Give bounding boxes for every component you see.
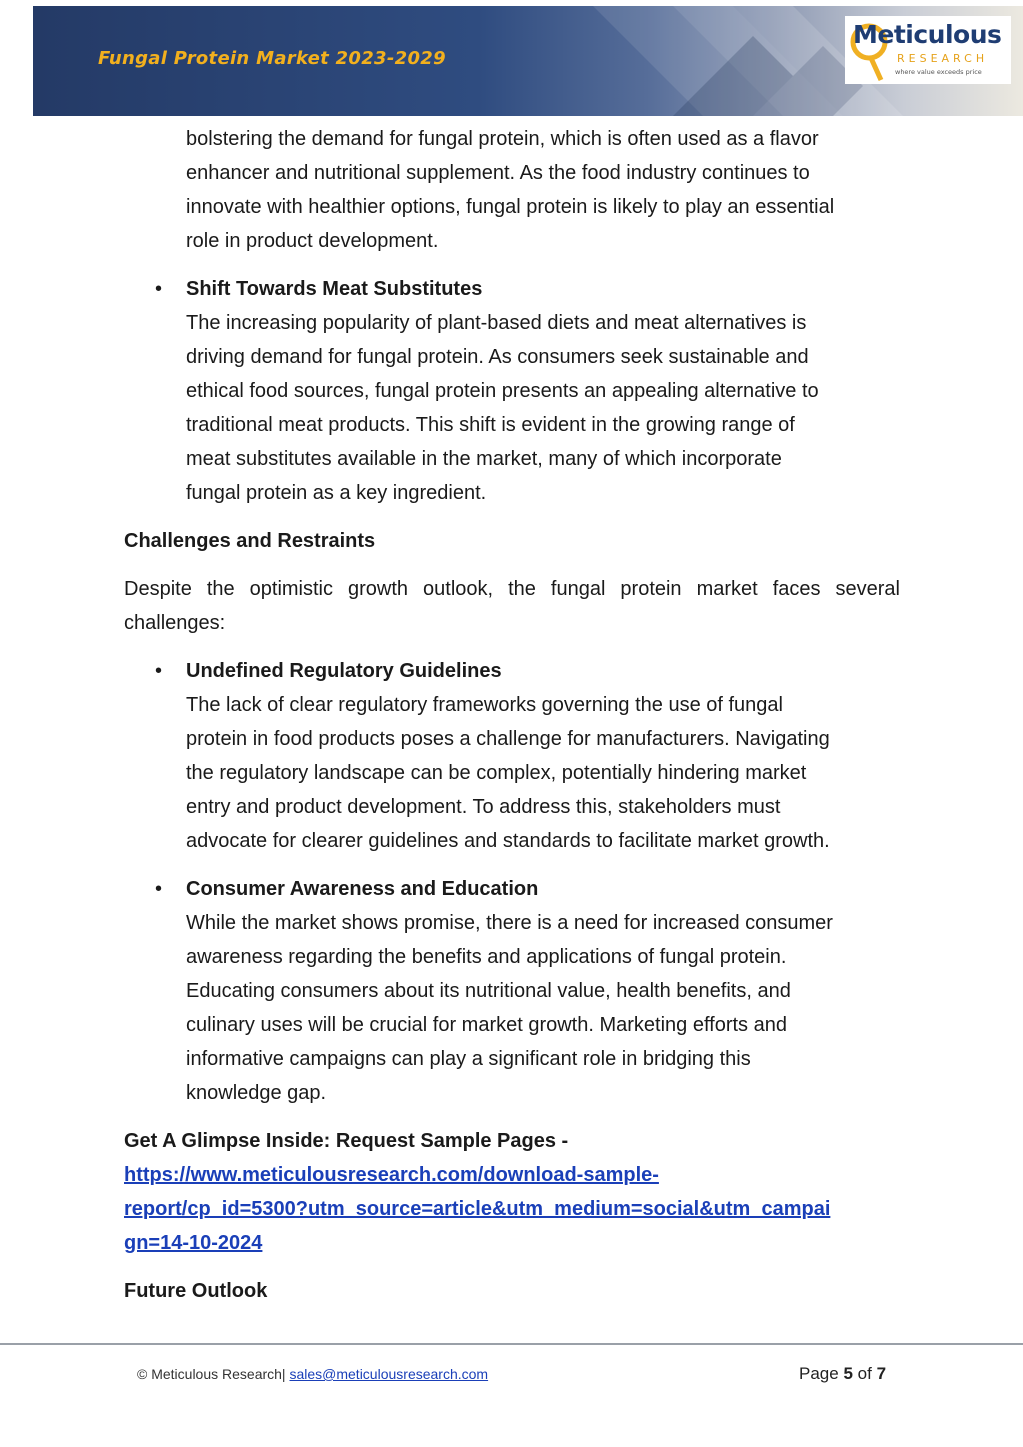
text-line: traditional meat products. This shift is evident in the growing range of [186,414,795,436]
text-line: informative campaigns can play a significant role in bridging this [186,1048,751,1070]
text-line: meat substitutes available in the market, many of which incorporate [186,448,782,470]
text-line: culinary uses will be crucial for market growth. Marketing efforts and [186,1014,787,1036]
sample-request-label: Get A Glimpse Inside: Request Sample Pages - [124,1130,569,1152]
bullet-dot: • [155,878,163,900]
text-line: awareness regarding the benefits and applications of fungal protein. [186,946,787,968]
bullet-meat-substitutes [124,272,900,510]
logo-tagline: where value exceeds price [895,68,982,76]
report-title: Fungal Protein Market 2023-2029 [98,48,446,69]
text-line: The lack of clear regulatory frameworks governing the use of fungal [186,694,783,716]
link-line[interactable]: https://www.meticulousresearch.com/download-sample- [124,1164,659,1186]
bullet-consumer-awareness [124,872,900,1110]
section-heading-future-outlook: Future Outlook [124,1280,268,1302]
footer-divider [0,1343,1023,1345]
bullet-dot: • [155,278,163,300]
page-prefix: Page [799,1364,839,1383]
bullet-title: Undefined Regulatory Guidelines [186,660,502,682]
text-line: the regulatory landscape can be complex, potentially hindering market [186,762,807,784]
text-line: Educating consumers about its nutritional value, health benefits, and [186,980,791,1002]
intro-continuation [124,122,900,258]
text-line: protein in food products poses a challenge for manufacturers. Navigating [186,728,830,750]
text-line: driving demand for fungal protein. As consumers seek sustainable and [186,346,809,368]
bullet-title: Consumer Awareness and Education [186,878,539,900]
bullet-dot: • [155,660,163,682]
bullet-regulatory [124,654,900,858]
text-line: advocate for clearer guidelines and standards to facilitate market growth. [186,830,830,852]
logo-subtitle: RESEARCH [897,52,989,65]
challenges-intro: Despite the optimistic growth outlook, the fungal protein market faces several challenges: [124,578,900,634]
meticulous-research-logo [845,16,1011,84]
sales-email-link[interactable]: sales@meticulousresearch.com [289,1366,489,1382]
text-line: enhancer and nutritional supplement. As the food industry continues to [186,162,810,184]
link-line[interactable]: gn=14-10-2024 [124,1232,263,1254]
footer-copyright [137,1366,488,1382]
section-heading-challenges: Challenges and Restraints [124,530,376,552]
text-line: While the market shows promise, there is a need for increased consumer [186,912,833,934]
text-line: ethical food sources, fungal protein presents an appealing alternative to [186,380,819,402]
text-line: fungal protein as a key ingredient. [186,482,487,504]
copyright-text: © Meticulous Research| [137,1366,286,1382]
page-of: of [857,1364,872,1383]
page-number [799,1364,886,1384]
text-line: The increasing popularity of plant-based diets and meat alternatives is [186,312,807,334]
text-line: innovate with healthier options, fungal protein is likely to play an essential [186,196,835,218]
page-content [124,122,900,1308]
logo-wordmark: Meticulous [853,20,1002,49]
page-total: 7 [876,1364,887,1383]
link-line[interactable]: report/cp_id=5300?utm_source=article&utm_medium=social&utm_campai [124,1198,831,1220]
header-banner [33,6,1023,116]
bullet-title: Shift Towards Meat Substitutes [186,278,483,300]
text-line: knowledge gap. [186,1082,327,1104]
sample-report-link[interactable] [124,1158,900,1260]
page-current: 5 [843,1364,853,1383]
text-line: entry and product development. To address this, stakeholders must [186,796,781,818]
text-line: role in product development. [186,230,439,252]
text-line: bolstering the demand for fungal protein, which is often used as a flavor [186,128,819,150]
